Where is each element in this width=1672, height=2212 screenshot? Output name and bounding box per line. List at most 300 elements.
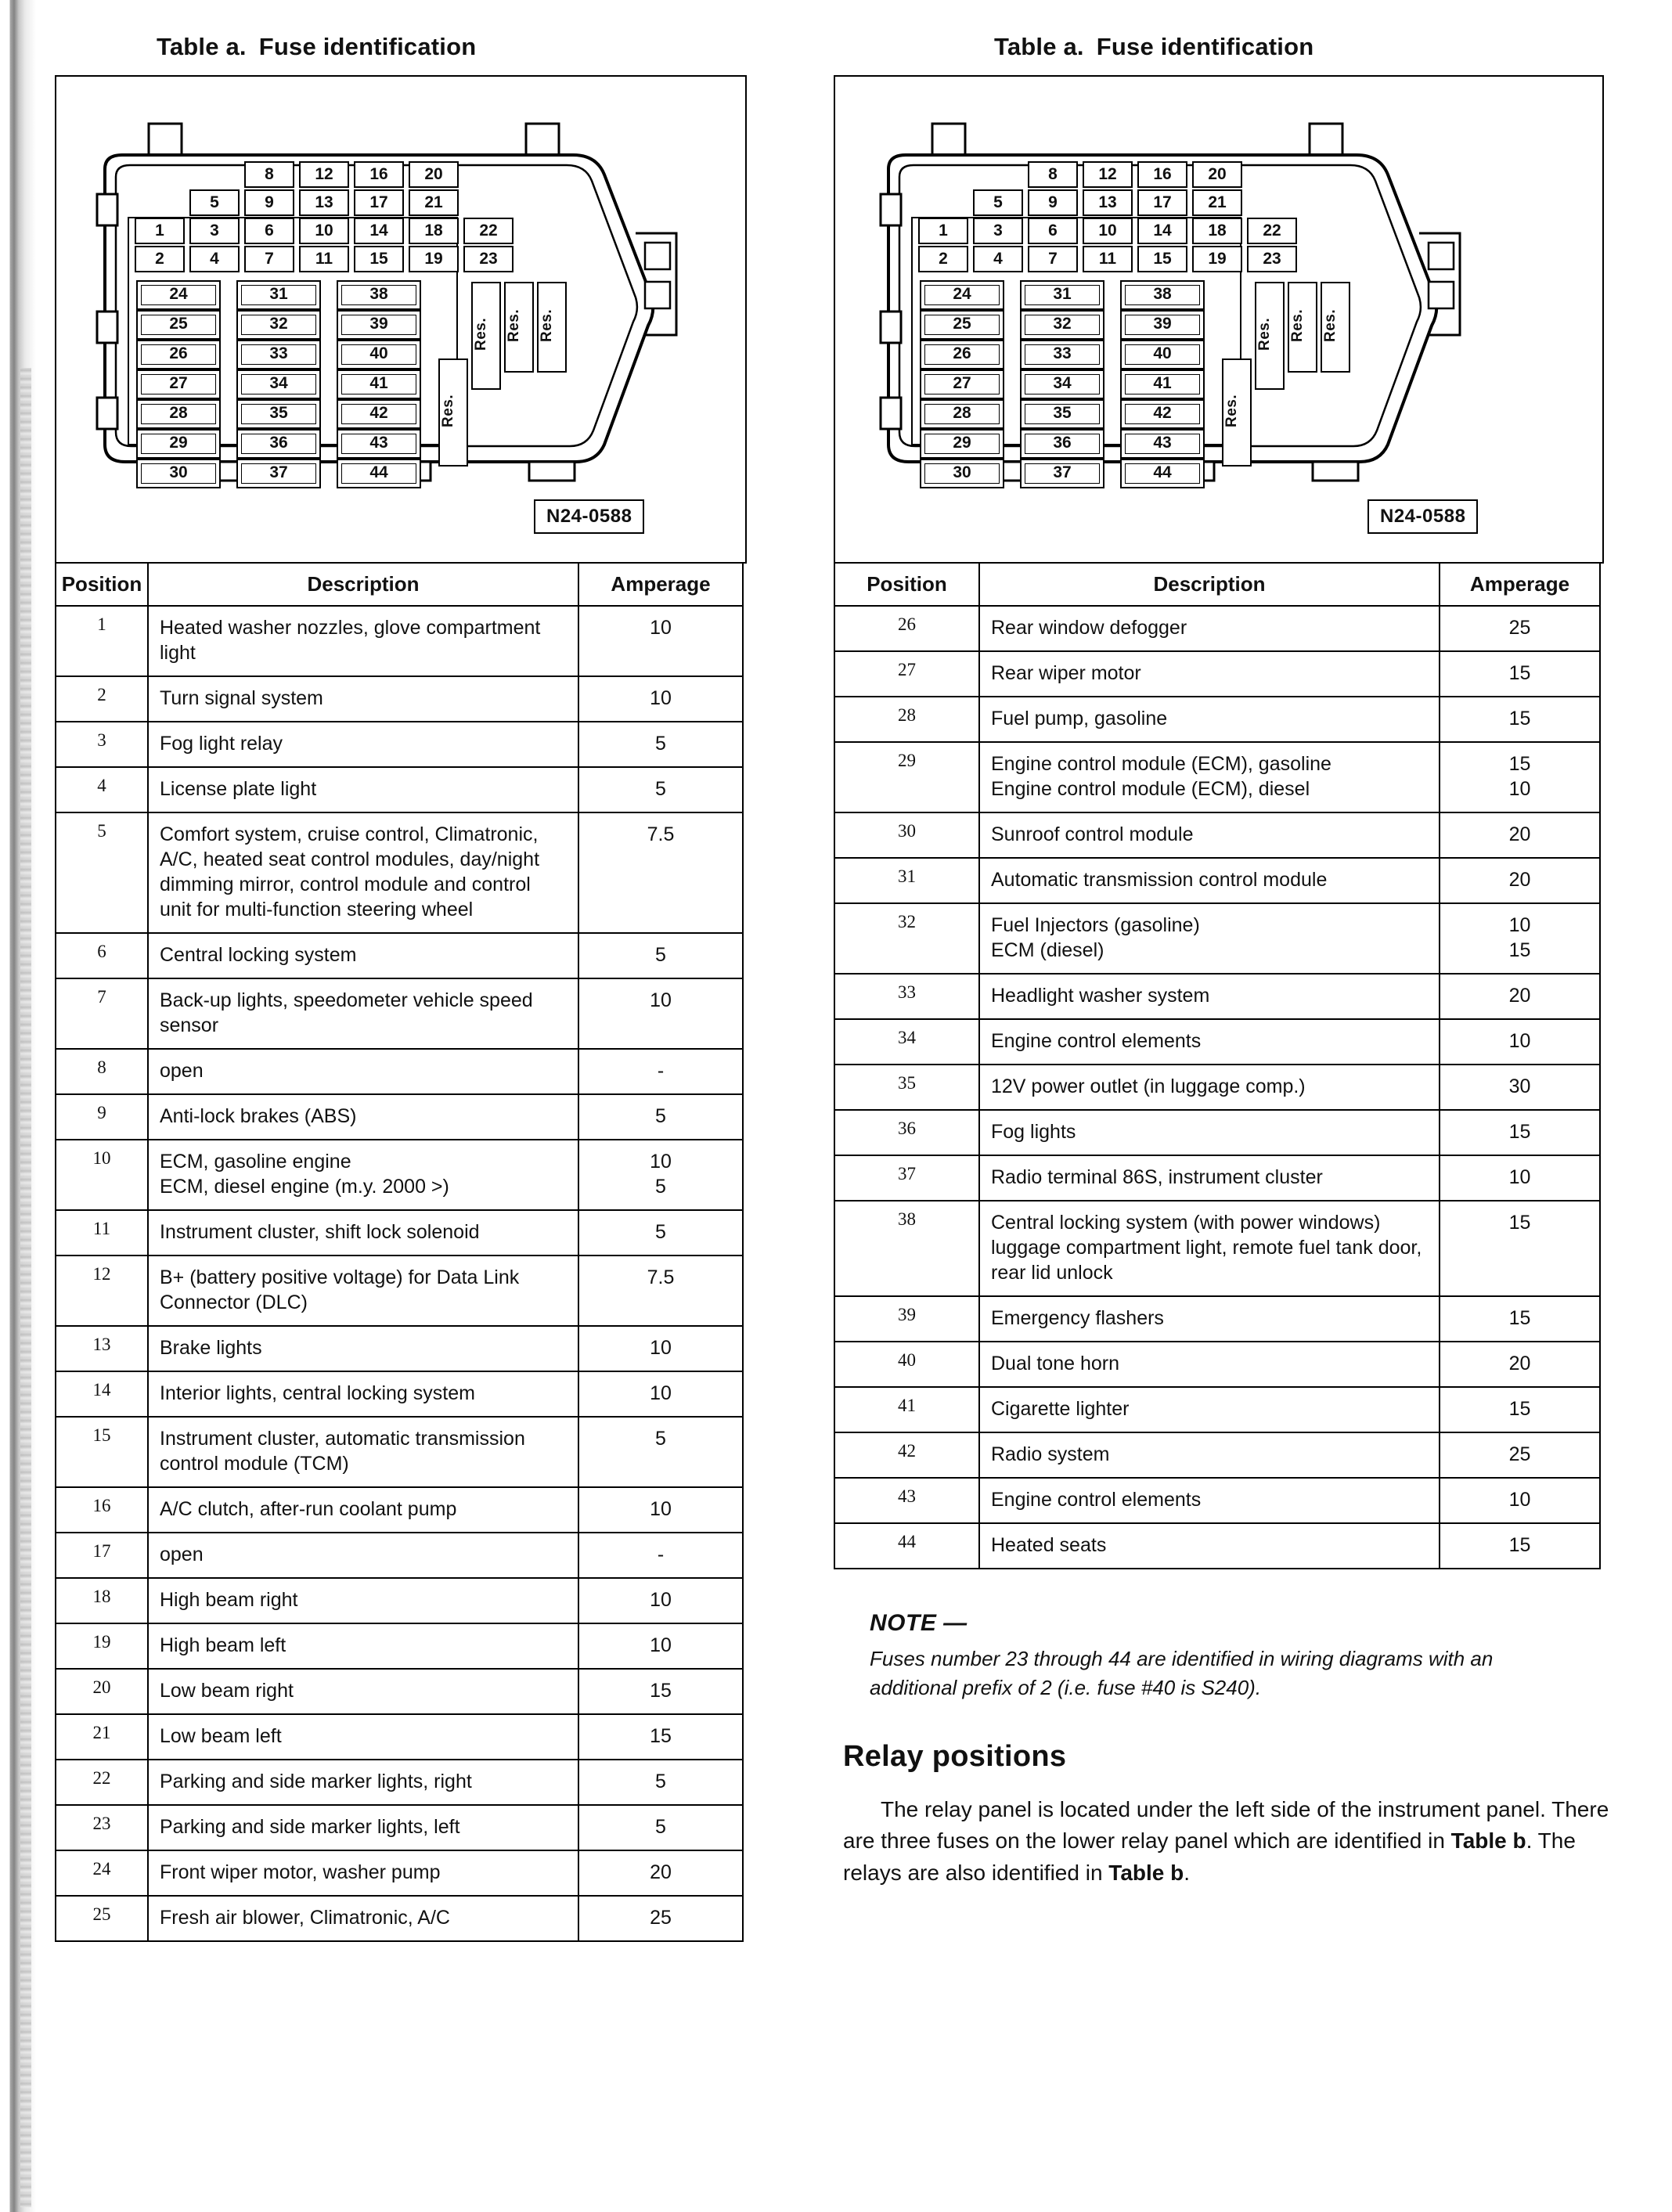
cell-position: 22 <box>56 1760 148 1805</box>
cell-position: 9 <box>56 1094 148 1140</box>
cell-description: Fog light relay <box>148 722 578 767</box>
cell-position: 2 <box>56 676 148 722</box>
cell-amperage: 20 <box>1440 858 1600 903</box>
cell-amperage: 7.5 <box>578 812 743 933</box>
fuse-top-14: 14 <box>1137 218 1187 244</box>
fuse-slot-41: 41 <box>337 369 421 399</box>
table-row <box>56 1326 743 1371</box>
cell-position: 23 <box>56 1805 148 1850</box>
cell-position: 30 <box>834 812 979 858</box>
relay-text-part3: . <box>1184 1861 1191 1885</box>
cell-position: 6 <box>56 933 148 978</box>
fuse-top-16: 16 <box>1137 161 1187 188</box>
relay-text-bold1: Table b <box>1450 1828 1526 1854</box>
cell-description: License plate light <box>148 767 578 812</box>
cell-amperage: 15 <box>1440 1296 1600 1342</box>
fuse-top-16: 16 <box>354 161 404 188</box>
fuse-top-2: 2 <box>918 246 968 272</box>
cell-description: Anti-lock brakes (ABS) <box>148 1094 578 1140</box>
cell-description: A/C clutch, after-run coolant pump <box>148 1487 578 1533</box>
cell-position: 8 <box>56 1049 148 1094</box>
cell-description: High beam right <box>148 1578 578 1623</box>
fuse-top-20: 20 <box>409 161 459 188</box>
table-row <box>834 697 1600 742</box>
cell-description: Brake lights <box>148 1326 578 1371</box>
fuse-top-1: 1 <box>135 218 185 244</box>
cell-description: open <box>148 1533 578 1578</box>
cell-position: 24 <box>56 1850 148 1896</box>
reserve-slot-2: Res. <box>1255 282 1285 390</box>
fuse-slot-30: 30 <box>136 459 221 488</box>
fuse-slot-38: 38 <box>1120 280 1205 310</box>
fuse-top-4: 4 <box>973 246 1023 272</box>
table-row <box>834 1110 1600 1155</box>
table-row <box>834 651 1600 697</box>
relay-text-bold2: Table b <box>1108 1861 1184 1885</box>
fuse-top-11: 11 <box>299 246 349 272</box>
fuse-slot-39: 39 <box>1120 310 1205 340</box>
table-row <box>834 903 1600 974</box>
cell-amperage: 5 <box>578 1094 743 1140</box>
fuse-top-22: 22 <box>463 218 513 244</box>
cell-position: 37 <box>834 1155 979 1201</box>
cell-description: Parking and side marker lights, left <box>148 1805 578 1850</box>
cell-description: Radio system <box>979 1432 1440 1478</box>
fuse-top-5: 5 <box>973 189 1023 216</box>
fuse-top-8: 8 <box>244 161 294 188</box>
cell-description: Heated washer nozzles, glove compartment light <box>148 606 578 676</box>
cell-description: Automatic transmission control module <box>979 858 1440 903</box>
cell-description: Back-up lights, speedometer vehicle speed sensor <box>148 978 578 1049</box>
cell-amperage: 10 <box>578 1487 743 1533</box>
cell-amperage: 25 <box>1440 606 1600 651</box>
cell-position: 28 <box>834 697 979 742</box>
cell-position: 40 <box>834 1342 979 1387</box>
cell-description: Cigarette lighter <box>979 1387 1440 1432</box>
cell-amperage: 20 <box>1440 812 1600 858</box>
cell-position: 35 <box>834 1065 979 1110</box>
fuse-top-13: 13 <box>299 189 349 216</box>
fuse-top-4: 4 <box>189 246 240 272</box>
fuse-top-19: 19 <box>409 246 459 272</box>
fuse-slot-27: 27 <box>136 369 221 399</box>
cell-amperage: 10 <box>1440 1155 1600 1201</box>
table-row <box>56 1850 743 1896</box>
fuse-slot-42: 42 <box>337 399 421 429</box>
cell-amperage: 10 <box>1440 1478 1600 1523</box>
cell-position: 17 <box>56 1533 148 1578</box>
cell-position: 18 <box>56 1578 148 1623</box>
cell-description: Comfort system, cruise control, Climatronic, A/C, heated seat control modules, day/night dimming mirror, control module and control unit for multi-function steering wheel <box>148 812 578 933</box>
fuse-slot-34: 34 <box>236 369 321 399</box>
fuse-slot-41: 41 <box>1120 369 1205 399</box>
cell-description: Low beam left <box>148 1714 578 1760</box>
left-table-title-prefix: Table a. <box>157 33 247 60</box>
cell-description: Fuel pump, gasoline <box>979 697 1440 742</box>
fuse-top-6: 6 <box>1028 218 1078 244</box>
header-position: Position <box>56 563 148 606</box>
table-row <box>56 1140 743 1210</box>
table-row <box>56 1533 743 1578</box>
cell-amperage: 15 <box>1440 651 1600 697</box>
right-diagram-code: N24-0588 <box>1368 499 1478 534</box>
reserve-slot-1: Res. <box>438 358 468 467</box>
cell-amperage: - <box>578 1533 743 1578</box>
fuse-slot-44: 44 <box>1120 459 1205 488</box>
cell-position: 39 <box>834 1296 979 1342</box>
fuse-top-10: 10 <box>299 218 349 244</box>
table-row <box>834 858 1600 903</box>
cell-amperage: 5 <box>578 1210 743 1256</box>
fuse-slot-26: 26 <box>136 340 221 369</box>
right-table-title <box>994 33 1632 61</box>
fuse-slot-29: 29 <box>920 429 1004 459</box>
fuse-slot-29: 29 <box>136 429 221 459</box>
cell-description: Rear window defogger <box>979 606 1440 651</box>
cell-description: Central locking system (with power windows) luggage compartment light, remote fuel tank door, rear lid unlock <box>979 1201 1440 1296</box>
table-row <box>834 974 1600 1019</box>
reserve-slot-4: Res. <box>1321 282 1350 373</box>
fuse-slot-43: 43 <box>1120 429 1205 459</box>
cell-position: 42 <box>834 1432 979 1478</box>
cell-amperage: 10 <box>578 978 743 1049</box>
fuse-top-5: 5 <box>189 189 240 216</box>
cell-amperage: 10 <box>578 606 743 676</box>
fuse-top-18: 18 <box>1192 218 1242 244</box>
cell-amperage: 15 <box>1440 1110 1600 1155</box>
cell-amperage: 10 <box>578 1578 743 1623</box>
fuse-top-23: 23 <box>463 246 513 272</box>
fuse-top-7: 7 <box>244 246 294 272</box>
fuse-top-12: 12 <box>1083 161 1133 188</box>
cell-amperage: 25 <box>1440 1432 1600 1478</box>
table-row <box>56 1049 743 1094</box>
left-fuse-panel-diagram <box>55 75 747 564</box>
fuse-top-22: 22 <box>1247 218 1297 244</box>
cell-description: Low beam right <box>148 1669 578 1714</box>
cell-description: Heated seats <box>979 1523 1440 1569</box>
reserve-slot-2: Res. <box>471 282 501 390</box>
cell-position: 33 <box>834 974 979 1019</box>
fuse-slot-38: 38 <box>337 280 421 310</box>
cell-description: Engine control elements <box>979 1019 1440 1065</box>
cell-amperage: 15 <box>578 1714 743 1760</box>
cell-amperage: 5 <box>578 1760 743 1805</box>
cell-amperage: 15 <box>578 1669 743 1714</box>
cell-position: 4 <box>56 767 148 812</box>
cell-position: 29 <box>834 742 979 812</box>
fuse-top-7: 7 <box>1028 246 1078 272</box>
fuse-slot-35: 35 <box>236 399 321 429</box>
fuse-slot-24: 24 <box>920 280 1004 310</box>
cell-description: Fresh air blower, Climatronic, A/C <box>148 1896 578 1941</box>
table-row <box>56 1210 743 1256</box>
cell-position: 7 <box>56 978 148 1049</box>
table-row <box>834 1155 1600 1201</box>
header-amperage: Amperage <box>1440 563 1600 606</box>
relay-text-part1: The relay panel is located under the left side of the instrument panel. There are three fuses on the lower relay panel which are identified in <box>843 1796 1609 1854</box>
cell-position: 38 <box>834 1201 979 1296</box>
fuse-top-15: 15 <box>1137 246 1187 272</box>
fuse-slot-34: 34 <box>1020 369 1104 399</box>
note-block <box>826 1610 1632 1702</box>
fuse-slot-24: 24 <box>136 280 221 310</box>
fuse-top-17: 17 <box>354 189 404 216</box>
header-description: Description <box>148 563 578 606</box>
table-row <box>56 812 743 933</box>
table-row <box>56 767 743 812</box>
cell-description: Central locking system <box>148 933 578 978</box>
cell-amperage: 10 <box>578 676 743 722</box>
cell-amperage: 10 <box>578 1326 743 1371</box>
cell-amperage: 15 <box>1440 1387 1600 1432</box>
table-header-row <box>56 563 743 606</box>
fuse-top-23: 23 <box>1247 246 1297 272</box>
table-header-row <box>834 563 1600 606</box>
cell-amperage: - <box>578 1049 743 1094</box>
cell-description: Parking and side marker lights, right <box>148 1760 578 1805</box>
cell-position: 32 <box>834 903 979 974</box>
cell-amperage: 15 <box>1440 1523 1600 1569</box>
cell-description: Turn signal system <box>148 676 578 722</box>
table-row <box>56 1371 743 1417</box>
cell-position: 36 <box>834 1110 979 1155</box>
fuse-slot-39: 39 <box>337 310 421 340</box>
fuse-top-3: 3 <box>973 218 1023 244</box>
fuse-slot-26: 26 <box>920 340 1004 369</box>
fuse-top-21: 21 <box>1192 189 1242 216</box>
fuse-slot-33: 33 <box>1020 340 1104 369</box>
right-table-title-prefix: Table a. <box>994 33 1084 60</box>
fuse-top-6: 6 <box>244 218 294 244</box>
cell-description: Fuel Injectors (gasoline) ECM (diesel) <box>979 903 1440 974</box>
reserve-slot-3: Res. <box>1288 282 1317 373</box>
table-row <box>56 1256 743 1326</box>
left-column <box>47 0 830 1942</box>
fuse-slot-36: 36 <box>236 429 321 459</box>
cell-description: ECM, gasoline engine ECM, diesel engine (m.y. 2000 >) <box>148 1140 578 1210</box>
cell-amperage: 10 5 <box>578 1140 743 1210</box>
fuse-top-9: 9 <box>244 189 294 216</box>
cell-position: 5 <box>56 812 148 933</box>
table-row <box>56 1578 743 1623</box>
cell-position: 31 <box>834 858 979 903</box>
cell-amperage: 10 <box>578 1371 743 1417</box>
table-row <box>56 1714 743 1760</box>
note-text: Fuses number 23 through 44 are identified in wiring diagrams with an additional prefix of 2 (i.e. fuse #40 is S240). <box>870 1647 1494 1699</box>
fuse-top-17: 17 <box>1137 189 1187 216</box>
fuse-slot-42: 42 <box>1120 399 1205 429</box>
reserve-slot-4: Res. <box>537 282 567 373</box>
table-row <box>834 606 1600 651</box>
cell-position: 14 <box>56 1371 148 1417</box>
cell-description: Interior lights, central locking system <box>148 1371 578 1417</box>
cell-amperage: 20 <box>1440 1342 1600 1387</box>
fuse-slot-33: 33 <box>236 340 321 369</box>
right-fuse-panel-diagram <box>834 75 1604 564</box>
left-table-title-main: Fuse identification <box>258 33 477 60</box>
table-row <box>834 1478 1600 1523</box>
reserve-slot-1: Res. <box>1222 358 1252 467</box>
cell-position: 25 <box>56 1896 148 1941</box>
relay-positions-paragraph <box>826 1794 1610 1890</box>
table-row <box>56 676 743 722</box>
header-amperage: Amperage <box>578 563 743 606</box>
fuse-slot-30: 30 <box>920 459 1004 488</box>
fuse-top-20: 20 <box>1192 161 1242 188</box>
table-row <box>834 742 1600 812</box>
fuse-top-11: 11 <box>1083 246 1133 272</box>
table-row <box>56 1623 743 1669</box>
cell-amperage: 5 <box>578 767 743 812</box>
note-label: NOTE — <box>870 1610 968 1636</box>
fuse-top-8: 8 <box>1028 161 1078 188</box>
fuse-top-13: 13 <box>1083 189 1133 216</box>
cell-description: Emergency flashers <box>979 1296 1440 1342</box>
cell-position: 1 <box>56 606 148 676</box>
fuse-slot-37: 37 <box>1020 459 1104 488</box>
relay-text-part2: . The relays are also identified in <box>843 1828 1576 1885</box>
fuse-top-1: 1 <box>918 218 968 244</box>
table-row <box>56 1417 743 1487</box>
table-row <box>56 978 743 1049</box>
fuse-slot-36: 36 <box>1020 429 1104 459</box>
fuse-top-10: 10 <box>1083 218 1133 244</box>
left-diagram-code: N24-0588 <box>534 499 644 534</box>
cell-position: 26 <box>834 606 979 651</box>
fuse-slot-32: 32 <box>236 310 321 340</box>
table-row <box>56 1487 743 1533</box>
cell-position: 10 <box>56 1140 148 1210</box>
reserve-slot-3: Res. <box>504 282 534 373</box>
cell-description: High beam left <box>148 1623 578 1669</box>
table-row <box>834 1201 1600 1296</box>
relay-positions-heading: Relay positions <box>843 1739 1067 1773</box>
table-row <box>834 1065 1600 1110</box>
table-row <box>834 1523 1600 1569</box>
cell-description: B+ (battery positive voltage) for Data Link Connector (DLC) <box>148 1256 578 1326</box>
cell-position: 41 <box>834 1387 979 1432</box>
table-row <box>56 1896 743 1941</box>
cell-position: 44 <box>834 1523 979 1569</box>
cell-description: 12V power outlet (in luggage comp.) <box>979 1065 1440 1110</box>
fuse-slot-28: 28 <box>136 399 221 429</box>
cell-amperage: 10 <box>578 1623 743 1669</box>
table-row <box>56 1094 743 1140</box>
fuse-top-21: 21 <box>409 189 459 216</box>
fuse-slot-27: 27 <box>920 369 1004 399</box>
fuse-top-3: 3 <box>189 218 240 244</box>
cell-position: 16 <box>56 1487 148 1533</box>
right-table-title-main: Fuse identification <box>1096 33 1314 60</box>
header-position: Position <box>834 563 979 606</box>
table-row <box>834 1387 1600 1432</box>
cell-description: Radio terminal 86S, instrument cluster <box>979 1155 1440 1201</box>
cell-amperage: 30 <box>1440 1065 1600 1110</box>
cell-amperage: 5 <box>578 933 743 978</box>
fuse-top-9: 9 <box>1028 189 1078 216</box>
table-row <box>834 1432 1600 1478</box>
left-table-title <box>157 33 830 61</box>
table-row <box>56 1805 743 1850</box>
left-table-body <box>56 606 743 1941</box>
cell-position: 27 <box>834 651 979 697</box>
cell-position: 15 <box>56 1417 148 1487</box>
fuse-slot-40: 40 <box>337 340 421 369</box>
table-row <box>834 1342 1600 1387</box>
cell-position: 12 <box>56 1256 148 1326</box>
fuse-slot-25: 25 <box>920 310 1004 340</box>
cell-description: Engine control elements <box>979 1478 1440 1523</box>
cell-position: 3 <box>56 722 148 767</box>
table-row <box>834 1019 1600 1065</box>
cell-amperage: 20 <box>1440 974 1600 1019</box>
right-fuse-table <box>834 562 1601 1569</box>
cell-position: 43 <box>834 1478 979 1523</box>
fuse-slot-31: 31 <box>236 280 321 310</box>
fuse-slot-25: 25 <box>136 310 221 340</box>
fuse-slot-28: 28 <box>920 399 1004 429</box>
table-row <box>56 722 743 767</box>
cell-description: Instrument cluster, shift lock solenoid <box>148 1210 578 1256</box>
cell-position: 34 <box>834 1019 979 1065</box>
fuse-slot-43: 43 <box>337 429 421 459</box>
fuse-top-15: 15 <box>354 246 404 272</box>
cell-description: Rear wiper motor <box>979 651 1440 697</box>
table-row <box>56 1760 743 1805</box>
fuse-slot-37: 37 <box>236 459 321 488</box>
cell-amperage: 5 <box>578 722 743 767</box>
table-row <box>56 1669 743 1714</box>
fuse-top-18: 18 <box>409 218 459 244</box>
cell-amperage: 20 <box>578 1850 743 1896</box>
cell-amperage: 5 <box>578 1417 743 1487</box>
cell-description: open <box>148 1049 578 1094</box>
cell-position: 11 <box>56 1210 148 1256</box>
cell-position: 13 <box>56 1326 148 1371</box>
cell-position: 21 <box>56 1714 148 1760</box>
fuse-top-2: 2 <box>135 246 185 272</box>
cell-description: Instrument cluster, automatic transmission control module (TCM) <box>148 1417 578 1487</box>
cell-description: Engine control module (ECM), gasoline Engine control module (ECM), diesel <box>979 742 1440 812</box>
fuse-top-12: 12 <box>299 161 349 188</box>
right-column <box>826 0 1632 1890</box>
cell-amperage: 7.5 <box>578 1256 743 1326</box>
fuse-top-19: 19 <box>1192 246 1242 272</box>
cell-description: Fog lights <box>979 1110 1440 1155</box>
cell-position: 19 <box>56 1623 148 1669</box>
cell-amperage: 15 10 <box>1440 742 1600 812</box>
cell-amperage: 15 <box>1440 697 1600 742</box>
table-row <box>56 933 743 978</box>
header-description: Description <box>979 563 1440 606</box>
cell-description: Sunroof control module <box>979 812 1440 858</box>
cell-description: Dual tone horn <box>979 1342 1440 1387</box>
cell-description: Front wiper motor, washer pump <box>148 1850 578 1896</box>
fuse-top-14: 14 <box>354 218 404 244</box>
fuse-slot-44: 44 <box>337 459 421 488</box>
cell-amperage: 15 <box>1440 1201 1600 1296</box>
table-row <box>834 812 1600 858</box>
table-row <box>834 1296 1600 1342</box>
cell-position: 20 <box>56 1669 148 1714</box>
right-table-body <box>834 606 1600 1569</box>
cell-description: Headlight washer system <box>979 974 1440 1019</box>
left-fuse-table <box>55 562 744 1942</box>
fuse-slot-40: 40 <box>1120 340 1205 369</box>
cell-amperage: 10 <box>1440 1019 1600 1065</box>
cell-amperage: 5 <box>578 1805 743 1850</box>
